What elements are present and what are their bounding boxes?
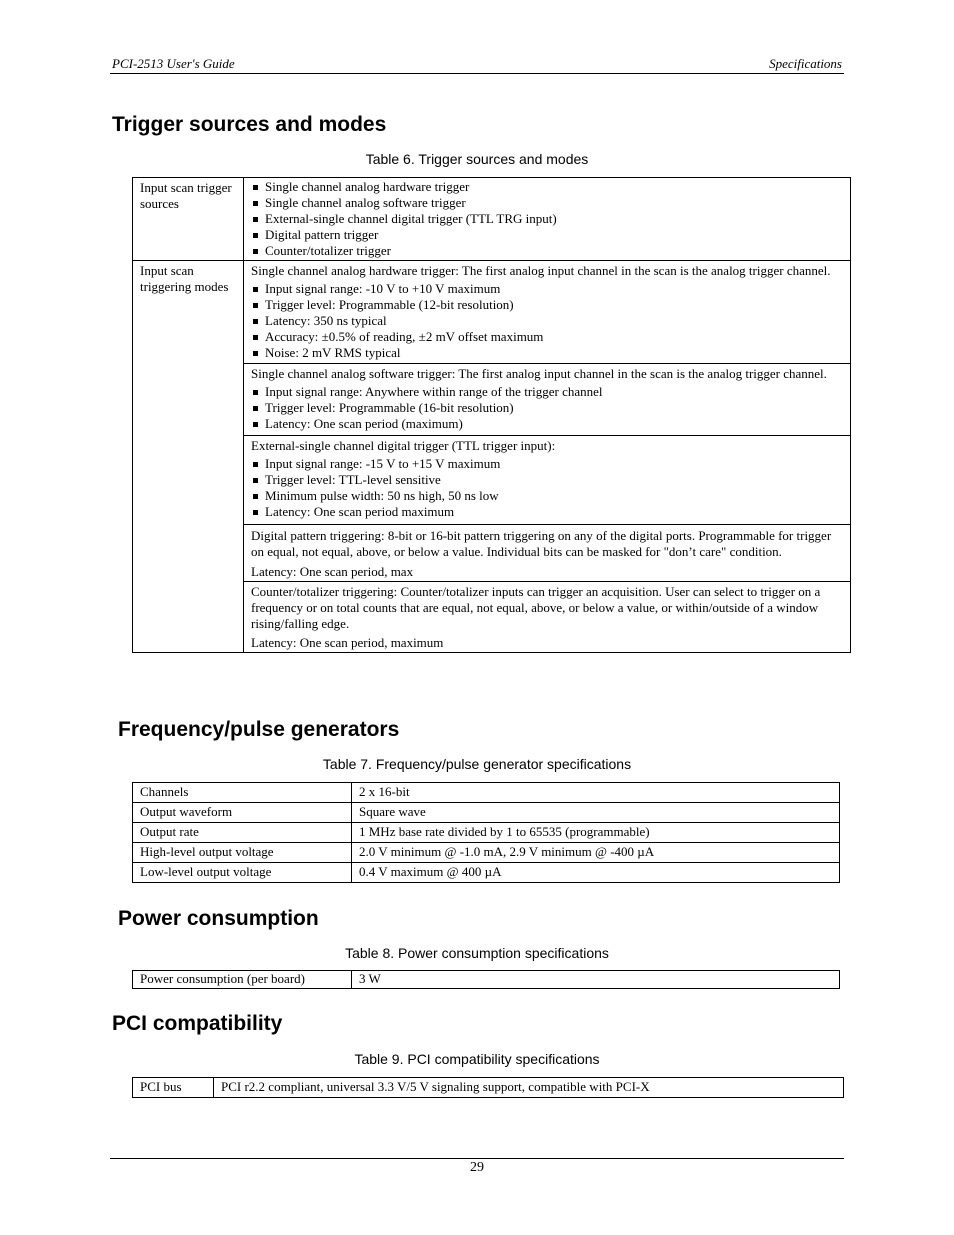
section-title-frequency: Frequency/pulse generators <box>118 718 400 741</box>
spec-value: 2.0 V minimum @ -1.0 mA, 2.9 V minimum @ -400 µA <box>352 843 840 863</box>
spec-value: 1 MHz base rate divided by 1 to 65535 (programmable) <box>352 823 840 843</box>
sw-trigger-list <box>251 384 843 432</box>
ext-trigger-list <box>251 456 843 520</box>
table-row <box>133 783 840 803</box>
section-title-power: Power consumption <box>118 907 319 930</box>
spec-label: Output rate <box>133 823 352 843</box>
spec-label: Output waveform <box>133 803 352 823</box>
table-row <box>133 863 840 883</box>
pci-table <box>132 1077 844 1098</box>
table-caption-8: Table 8. Power consumption specifications <box>345 945 609 961</box>
table-caption-7: Table 7. Frequency/pulse generator specifications <box>322 756 632 772</box>
table-row <box>133 971 840 989</box>
hw-trigger-list <box>251 281 843 361</box>
trigger-table <box>132 177 851 653</box>
counter-trigger-text: Counter/totalizer triggering: Counter/totalizer inputs can trigger an acquisition. User can select to trigger on a frequency or on total counts that are equal, not equal, above, or below a value, or within/outside of a window rising/falling edge. <box>251 584 821 631</box>
list-item: Input signal range: Anywhere within range of the trigger channel <box>251 384 843 400</box>
power-table <box>132 970 840 989</box>
list-item: Input signal range: -10 V to +10 V maximum <box>251 281 843 297</box>
footer-rule <box>110 1158 844 1159</box>
list-item: Single channel analog software trigger <box>251 195 843 211</box>
list-item: Minimum pulse width: 50 ns high, 50 ns low <box>251 488 843 504</box>
table-row <box>133 261 851 364</box>
list-item: Latency: One scan period (maximum) <box>251 416 843 432</box>
sw-trigger-intro: Single channel analog software trigger: The first analog input channel in the scan is the analog trigger channel. <box>251 366 827 381</box>
running-header-section: Specifications <box>769 56 842 71</box>
hw-trigger-intro: Single channel analog hardware trigger: The first analog input channel in the scan is the analog trigger channel. <box>251 263 831 278</box>
spec-value: 3 W <box>352 971 840 989</box>
table-caption-9: Table 9. PCI compatibility specifications <box>354 1051 600 1067</box>
digital-pattern-latency: Latency: One scan period, max <box>251 564 414 579</box>
ext-trigger-intro: External-single channel digital trigger (TTL trigger input): <box>251 438 556 453</box>
section-title-pci: PCI compatibility <box>112 1012 283 1035</box>
list-item: Counter/totalizer trigger <box>251 243 843 259</box>
spec-value: 0.4 V maximum @ 400 µA <box>352 863 840 883</box>
spec-value: Square wave <box>352 803 840 823</box>
list-item: Trigger level: Programmable (12-bit resolution) <box>251 297 843 313</box>
spec-label: Low-level output voltage <box>133 863 352 883</box>
page-number: 29 <box>470 1160 484 1175</box>
spec-label: Channels <box>133 783 352 803</box>
hw-trigger-cell <box>244 261 851 364</box>
digital-pattern-cell <box>244 525 851 582</box>
running-header-title: PCI-2513 User's Guide <box>112 56 235 71</box>
row-label: Input scan triggering modes <box>133 261 244 653</box>
spec-label: High-level output voltage <box>133 843 352 863</box>
list-item: Noise: 2 mV RMS typical <box>251 345 843 361</box>
table-row <box>133 803 840 823</box>
sw-trigger-cell <box>244 364 851 436</box>
counter-trigger-latency: Latency: One scan period, maximum <box>251 635 444 650</box>
list-item: Accuracy: ±0.5% of reading, ±2 mV offset maximum <box>251 329 843 345</box>
spec-label: Power consumption (per board) <box>133 971 352 989</box>
list-item: Latency: One scan period maximum <box>251 504 843 520</box>
ext-trigger-cell <box>244 436 851 525</box>
trigger-sources-list <box>251 179 843 259</box>
header-rule <box>110 73 844 74</box>
row-label: Input scan trigger sources <box>133 178 244 261</box>
spec-label: PCI bus <box>133 1078 214 1098</box>
spec-value: 2 x 16-bit <box>352 783 840 803</box>
digital-pattern-text: Digital pattern triggering: 8-bit or 16-bit pattern triggering on any of the digital ports. Programmable for trigger on equal, not equal, above, or below a value. Individual bits can be masked for "don’t care" condition. <box>251 528 832 559</box>
table-row <box>133 1078 844 1098</box>
section-title-trigger: Trigger sources and modes <box>112 113 387 136</box>
list-item: Trigger level: Programmable (16-bit resolution) <box>251 400 843 416</box>
list-item: Latency: 350 ns typical <box>251 313 843 329</box>
spec-value: PCI r2.2 compliant, universal 3.3 V/5 V signaling support, compatible with PCI-X <box>214 1078 844 1098</box>
counter-trigger-cell <box>244 582 851 653</box>
list-item: Digital pattern trigger <box>251 227 843 243</box>
trigger-sources-cell <box>244 178 851 261</box>
table-row <box>133 823 840 843</box>
list-item: External-single channel digital trigger (TTL TRG input) <box>251 211 843 227</box>
list-item: Input signal range: -15 V to +15 V maximum <box>251 456 843 472</box>
table-row <box>133 178 851 261</box>
table-caption-6: Table 6. Trigger sources and modes <box>365 151 589 167</box>
list-item: Single channel analog hardware trigger <box>251 179 843 195</box>
list-item: Trigger level: TTL-level sensitive <box>251 472 843 488</box>
frequency-table <box>132 782 840 883</box>
table-row <box>133 843 840 863</box>
